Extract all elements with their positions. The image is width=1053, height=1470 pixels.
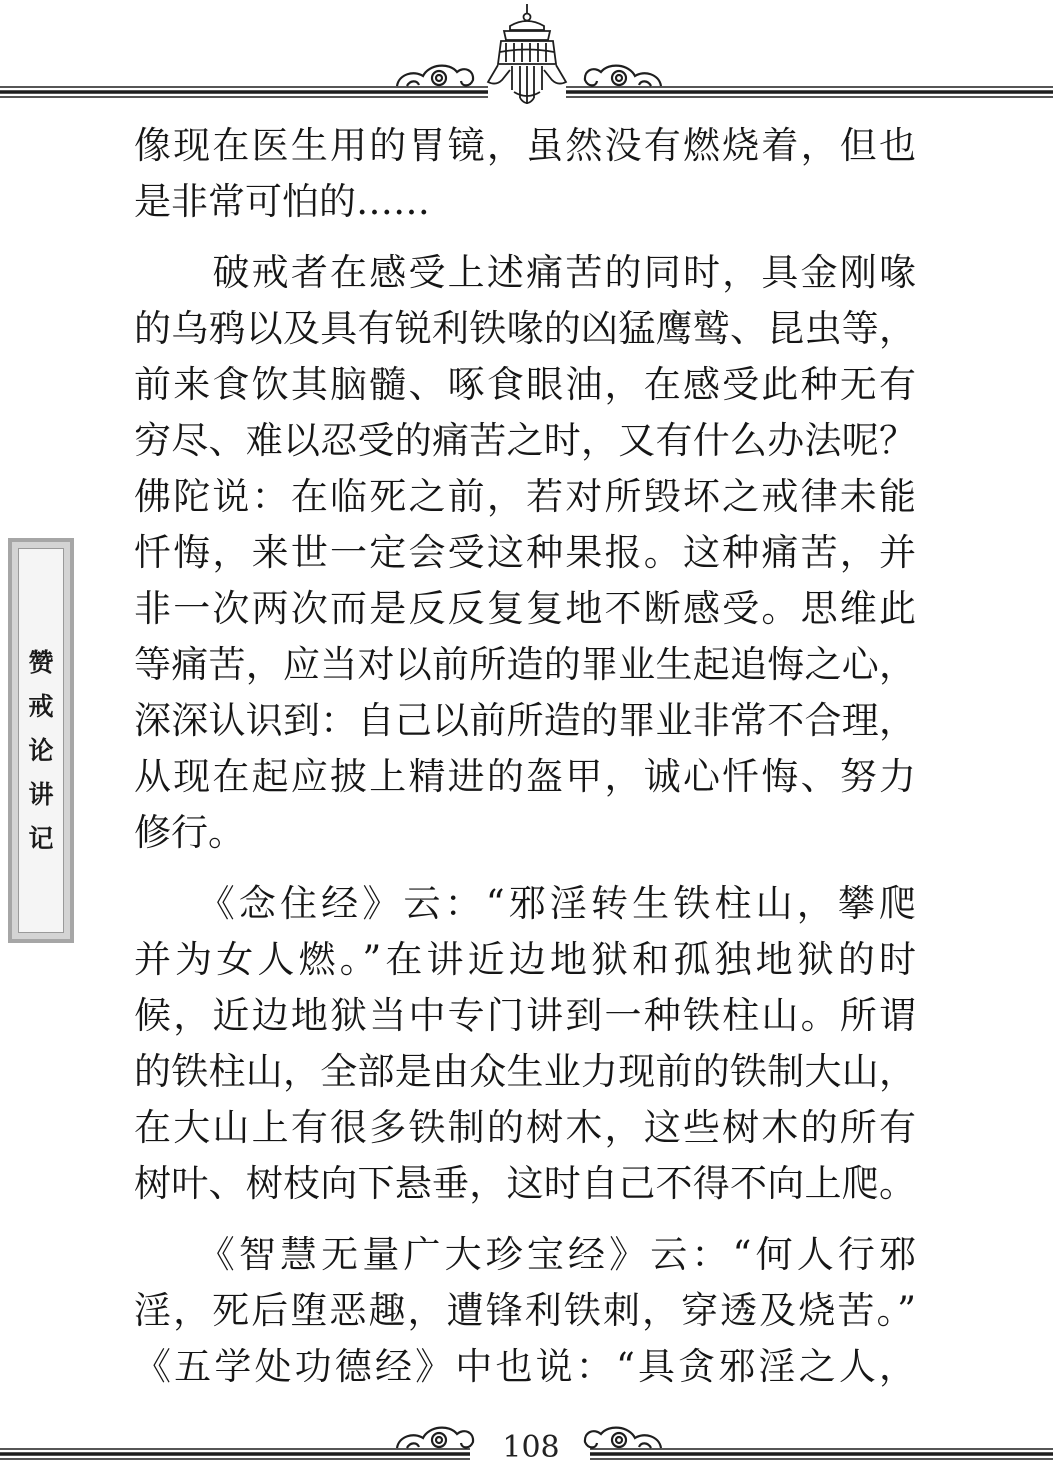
paragraph bbox=[134, 118, 916, 230]
text-line: 修行。 bbox=[134, 811, 245, 854]
bottom-left-rule bbox=[0, 1449, 470, 1459]
text-line: 《智慧无量广大珍宝经》云：“何人行邪 bbox=[134, 1233, 916, 1276]
side-tab-panel bbox=[18, 548, 64, 933]
text-line: 树叶、树枝向下悬垂，这时自己不得不向上爬。 bbox=[134, 1162, 916, 1205]
text-line: 破戒者在感受上述痛苦的同时，具金刚喙 bbox=[134, 251, 916, 294]
text-line: 的乌鸦以及具有锐利铁喙的凶猛鹰鹫、昆虫等， bbox=[134, 307, 916, 350]
book-title-char: 戒 bbox=[28, 692, 54, 721]
text-line: 在大山上有很多铁制的树木，这些树木的所有 bbox=[134, 1106, 916, 1149]
bottom-right-rule bbox=[590, 1449, 1053, 1459]
body-text bbox=[134, 118, 916, 1395]
paragraph-gap bbox=[134, 1212, 916, 1227]
book-title-char: 赞 bbox=[28, 648, 54, 677]
top-left-cloud-ornament bbox=[397, 66, 473, 86]
text-line: 淫，死后堕恶趣，遭锋利铁刺，穿透及烧苦。” bbox=[134, 1289, 916, 1332]
book-title-char: 记 bbox=[28, 824, 54, 853]
text-line: 《念住经》云：“邪淫转生铁柱山，攀爬 bbox=[134, 882, 916, 925]
text-line: 忏悔，来世一定会受这种果报。这种痛苦，并 bbox=[134, 531, 916, 574]
book-title-char: 讲 bbox=[28, 780, 54, 809]
paragraph bbox=[134, 1227, 916, 1395]
book-title-vertical bbox=[19, 641, 63, 861]
text-line: 穷尽、难以忍受的痛苦之时，又有什么办法呢？ bbox=[134, 419, 916, 462]
bottom-right-cloud-ornament bbox=[585, 1428, 661, 1448]
paragraph bbox=[134, 876, 916, 1212]
book-title-char: 论 bbox=[28, 736, 54, 765]
text-line: 是非常可怕的…… bbox=[134, 180, 430, 223]
victory-banner-icon bbox=[488, 4, 566, 104]
text-line: 深深认识到：自己以前所造的罪业非常不合理， bbox=[134, 699, 916, 742]
text-line: 并为女人燃。”在讲近边地狱和孤独地狱的时 bbox=[134, 938, 916, 981]
paragraph-gap bbox=[134, 861, 916, 876]
text-line: 的铁柱山，全部是由众生业力现前的铁制大山， bbox=[134, 1050, 916, 1093]
top-right-cloud-ornament bbox=[585, 66, 661, 86]
top-left-rule bbox=[0, 87, 488, 97]
page-number: 108 bbox=[502, 1430, 560, 1465]
top-right-rule bbox=[566, 87, 1053, 97]
bottom-left-cloud-ornament bbox=[397, 1428, 473, 1448]
paragraph bbox=[134, 245, 916, 861]
text-line: 佛陀说：在临死之前，若对所毁坏之戒律未能 bbox=[134, 475, 916, 518]
text-line: 等痛苦，应当对以前所造的罪业生起追悔之心， bbox=[134, 643, 916, 686]
text-line: 《五学处功德经》中也说：“具贪邪淫之人， bbox=[134, 1345, 916, 1388]
text-line: 前来食饮其脑髓、啄食眼油，在感受此种无有 bbox=[134, 363, 916, 406]
text-line: 候，近边地狱当中专门讲到一种铁柱山。所谓 bbox=[134, 994, 916, 1037]
book-title-side-tab bbox=[8, 538, 74, 943]
text-line: 从现在起应披上精进的盔甲，诚心忏悔、努力 bbox=[134, 755, 916, 798]
paragraph-gap bbox=[134, 230, 916, 245]
text-line: 非一次两次而是反反复复地不断感受。思维此 bbox=[134, 587, 916, 630]
text-line: 像现在医生用的胃镜，虽然没有燃烧着，但也 bbox=[134, 124, 916, 167]
